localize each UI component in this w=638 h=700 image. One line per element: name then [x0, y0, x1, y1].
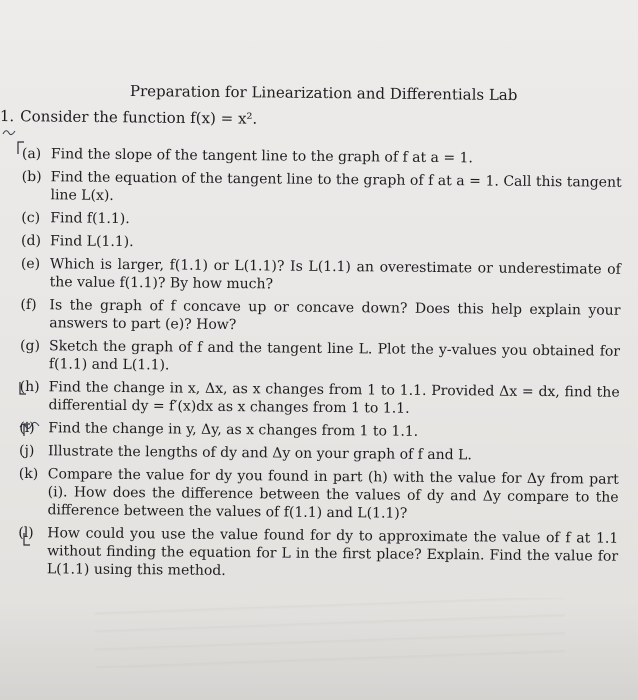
bleed-through: [95, 598, 565, 668]
part-text: Find the slope of the tangent line to the graph of f at a = 1.: [50, 146, 474, 167]
part-text: Sketch the graph of f and the tangent line L. Plot the y-values you obtained for f(1.1) and L(1.1).: [48, 338, 621, 374]
part-j: [19, 442, 619, 466]
part-label: (l): [18, 524, 34, 542]
part-text: Which is larger, f(1.1) or L(1.1)? Is L(1.1) an overestimate or underestimate of the value f(1.1)? By how much?: [49, 256, 621, 293]
part-label: (i): [19, 419, 35, 437]
part-text: Find L(1.1).: [50, 233, 134, 251]
part-text: How could you use the value found for dy to approximate the value of f at 1.1 without finding the equation for L in the first place? Explain. Find the value for L(1.1) using this method.: [46, 525, 619, 579]
problem-text: Consider the function f(x) = x².: [20, 107, 258, 128]
part-label: (d): [21, 232, 42, 250]
problem-statement: [0, 107, 257, 128]
part-text: Find the change in y, Δy, as x changes from 1 to 1.1.: [48, 420, 419, 440]
part-a: [22, 145, 622, 169]
part-label: (a): [21, 145, 42, 163]
part-label: (e): [20, 255, 41, 273]
part-label: (k): [18, 465, 39, 483]
part-l: [18, 524, 618, 584]
part-d: [21, 232, 621, 256]
part-h: [19, 378, 619, 420]
part-text: Find the equation of the tangent line to the graph of f at a = 1. Call this tangent line L(x).: [50, 169, 622, 204]
part-label: (h): [19, 378, 40, 396]
part-label: (f): [20, 296, 37, 314]
page-title: Preparation for Linearization and Differentials Lab: [129, 82, 518, 105]
part-text: Find f(1.1).: [50, 210, 130, 228]
part-label: (c): [21, 209, 41, 227]
part-text: Find the change in x, Δx, as x changes from 1 to 1.1. Provided Δx = dx, find the differential dy = f′(x)dx as x changes from 1 to 1.1.: [48, 379, 620, 417]
part-c: [21, 209, 621, 233]
part-label: (g): [19, 337, 41, 355]
part-e: [21, 255, 621, 297]
part-label: (j): [18, 442, 35, 460]
parts-list: [18, 145, 622, 589]
part-f: [20, 296, 620, 338]
part-text: Is the graph of f concave up or concave down? Does this help explain your answers to part (e)? How?: [49, 297, 621, 334]
part-k: [18, 465, 618, 525]
part-i: [19, 419, 619, 443]
part-text: Compare the value for dy you found in part (h) with the value for Δy from part (i). How does the difference between the values of dy and Δy compare to the difference between the values of f(1.1) and L(1.1)?: [47, 466, 619, 522]
part-b: [21, 168, 621, 210]
problem-number: 1.: [0, 107, 15, 126]
part-text: Illustrate the lengths of dy and Δy on your graph of f and L.: [47, 443, 472, 464]
part-g: [20, 337, 620, 379]
part-label: (b): [21, 168, 42, 186]
